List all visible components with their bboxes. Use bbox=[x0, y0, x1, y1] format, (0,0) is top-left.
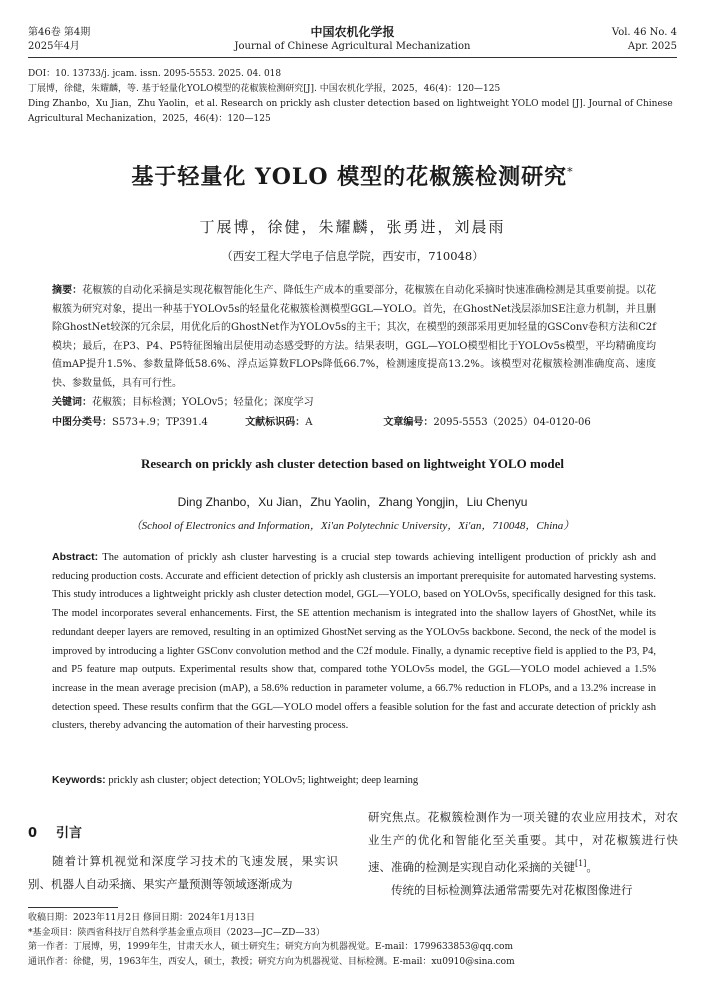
affiliation-cn: （西安工程大学电子信息学院，西安市，710048） bbox=[221, 249, 484, 263]
footnote-rule bbox=[28, 907, 118, 908]
keywords-cn-text: 花椒簇；目标检测；YOLOv5；轻量化；深度学习 bbox=[92, 397, 314, 408]
footnote-dates: 收稿日期：2023年11月2日 修回日期：2024年1月13日 bbox=[28, 913, 256, 923]
header-rule bbox=[28, 57, 677, 58]
article-no-label: 文章编号： bbox=[383, 417, 434, 428]
footnotes bbox=[28, 911, 678, 969]
abstract-cn-text: 花椒簇的自动化采摘是实现花椒智能化生产、降低生产成本的重要部分，花椒簇在自动化采摘时快速准确检测是其重要前提。以花椒簇为研究对象，提出一种基于YOLOv5s的轻量化花椒簇检测模型GGL—YOLO。首先，在GhostNet浅层添加SE注意力机制，并且删除GhostNet较深的冗余层，用优化后的GhostNet作为YOLOv5s的主干；其次，在模型的颈部采用更加轻量的GSConv卷积方法和C2f模块；最后，在P3、P4、P5特征图输出层使用动态感受野的方法。结果表明，GGL—YOLO模型相比于YOLOv5s模型，平均精确度均值mAP提升1.5%、参数量降低58.6%、浮点运算数FLOPs降低66.7%，检测速度提高13.2%。该模型对花椒簇检测准确度高、速度快、参数量低，具有可行性。 bbox=[52, 285, 657, 389]
clc-label: 中图分类号： bbox=[52, 417, 112, 428]
body-column-left bbox=[28, 850, 338, 896]
body-right-p1-text: 研究焦点。花椒簇检测作为一项关键的农业应用技术，对农业生产的优化和智能化至关重要。其中，对花椒簇进行快速、准确的检测是实现自动化采摘的关键 bbox=[368, 810, 678, 874]
journal-name-en: Journal of Chinese Agricultural Mechanization bbox=[234, 41, 471, 52]
reference-link[interactable]: [1] bbox=[575, 859, 587, 868]
body-right-paragraph-1 bbox=[368, 806, 678, 879]
doi[interactable]: DOI：10. 13733/j. jcam. issn. 2095-5553. 2025. 04. 018 bbox=[28, 69, 282, 79]
affiliation-en: （School of Electronics and Information，Xi'an Polytechnic University，Xi'an，710048，China） bbox=[130, 520, 575, 532]
fund-mark: * bbox=[567, 165, 574, 179]
authors-cn: 丁展博，徐健，朱耀麟，张勇进，刘晨雨 bbox=[199, 218, 506, 236]
page-title bbox=[0, 160, 705, 191]
journal-name-cn: 中国农机化学报 bbox=[310, 25, 395, 39]
keywords-en-label: Keywords: bbox=[52, 774, 106, 786]
keywords-en bbox=[52, 771, 656, 790]
section-title: 引言 bbox=[56, 826, 83, 841]
header-vol-en: Vol. 46 No. 4 bbox=[611, 27, 677, 38]
footnote-first-author: 第一作者：丁展博，男，1999年生，甘肃天水人，硕士研究生；研究方向为机器视觉。E-mail：1799633853@qq.com bbox=[28, 942, 513, 952]
authors-en: Ding Zhanbo，Xu Jian，Zhu Yaolin，Zhang Yongjin，Liu Chenyu bbox=[177, 495, 528, 509]
body-right-p1-end: 。 bbox=[586, 859, 598, 874]
abstract-en-text: The automation of prickly ash cluster harvesting is a crucial step towards achieving intelligent production of prickly ash and reducing production costs. Accurate and efficient detection of prickly ash clustersis an important prerequisite for automated harvesting systems. This study introduces a lightweight prickly ash cluster detection model, GGL—YOLO, based on YOLOv5s, specifically designed for this task. The model incorporates several enhancements. First, the SE attention mechanism is integrated into the shallow layers of GhostNet, while its redundant deeper layers are removed, resulting in an optimized GhostNet serving as the YOLOv5s backbone. Second, the neck of the model is improved by introducing a lighter GSConv convolution method and the C2f module. Finally, a dynamic receptive field is applied to the P3, P4, and P5 feature map outputs. Experimental results show that, compared tothe YOLOv5s model, the GGL—YOLO model achieved a 1.5% increase in the mean average precision (mAP), a 58.6% reduction in parameter volume, a 66.7% reduction in FLOPs, and a 13.2% increase in detection speed. These results confirm that the GGL—YOLO model offers a feasible solution for the fast and accurate detection of prickly ash clusters, thereby advancing the automation of their harvesting process. bbox=[52, 552, 656, 732]
clc-value: S573+.9；TP391.4 bbox=[112, 417, 208, 428]
header-volume: 第46卷 第4期 bbox=[28, 27, 91, 38]
body-left-paragraph: 随着计算机视觉和深度学习技术的飞速发展，果实识别、机器人自动采摘、果实产量预测等领域逐渐成为 bbox=[28, 854, 338, 891]
body-right-p2-text: 传统的目标检测算法通常需要先对花椒图像进行 bbox=[391, 882, 633, 897]
citation-block bbox=[28, 67, 678, 127]
title-text-cn: 基于轻量化 YOLO 模型的花椒簇检测研究 bbox=[131, 164, 568, 190]
citation-cn: 丁展博，徐健，朱耀麟，等. 基于轻量化YOLO模型的花椒簇检测研究[J]. 中国农机化学报，2025，46(4)：120—125 bbox=[28, 84, 501, 94]
article-no-value: 2095-5553（2025）04-0120-06 bbox=[433, 417, 591, 428]
abstract-en bbox=[52, 548, 656, 736]
body-column-right bbox=[368, 806, 678, 902]
header-vol-no-en bbox=[612, 26, 677, 54]
section-number: 0 bbox=[28, 826, 38, 841]
abstract-cn-label: 摘要： bbox=[52, 285, 83, 296]
section-heading bbox=[28, 822, 82, 841]
keywords-cn-label: 关键词： bbox=[52, 397, 92, 408]
title-en: Research on prickly ash cluster detection based on lightweight YOLO model bbox=[141, 456, 564, 471]
citation-en: Ding Zhanbo，Xu Jian，Zhu Yaolin，et al. Research on prickly ash cluster detection based on lightweight YOLO model [J]. Journal of Chinese Agricultural Mechanization，2025，46(4)：120—125 bbox=[28, 99, 673, 124]
header-journal bbox=[0, 24, 705, 54]
doc-code-label: 文献标识码： bbox=[245, 417, 306, 428]
keywords-cn bbox=[52, 394, 656, 412]
abstract-cn bbox=[52, 282, 656, 394]
body-right-paragraph-2 bbox=[368, 879, 678, 902]
header-date: 2025年4月 bbox=[28, 41, 80, 52]
footnote-corresponding: 通讯作者：徐健，男，1963年生，西安人，硕士，教授；研究方向为机器视觉、目标检测。E-mail：xu0910@sina.com bbox=[28, 956, 515, 967]
abstract-en-label: Abstract: bbox=[52, 551, 99, 563]
header-date-en: Apr. 2025 bbox=[627, 41, 677, 52]
classification-line bbox=[52, 414, 656, 432]
footnote-fund: *基金项目：陕西省科技厅自然科学基金重点项目（2023—JC—ZD—33） bbox=[28, 927, 325, 938]
doc-code-value: A bbox=[305, 417, 313, 428]
keywords-en-text: prickly ash cluster; object detection; YOLOv5; lightweight; deep learning bbox=[108, 775, 419, 786]
